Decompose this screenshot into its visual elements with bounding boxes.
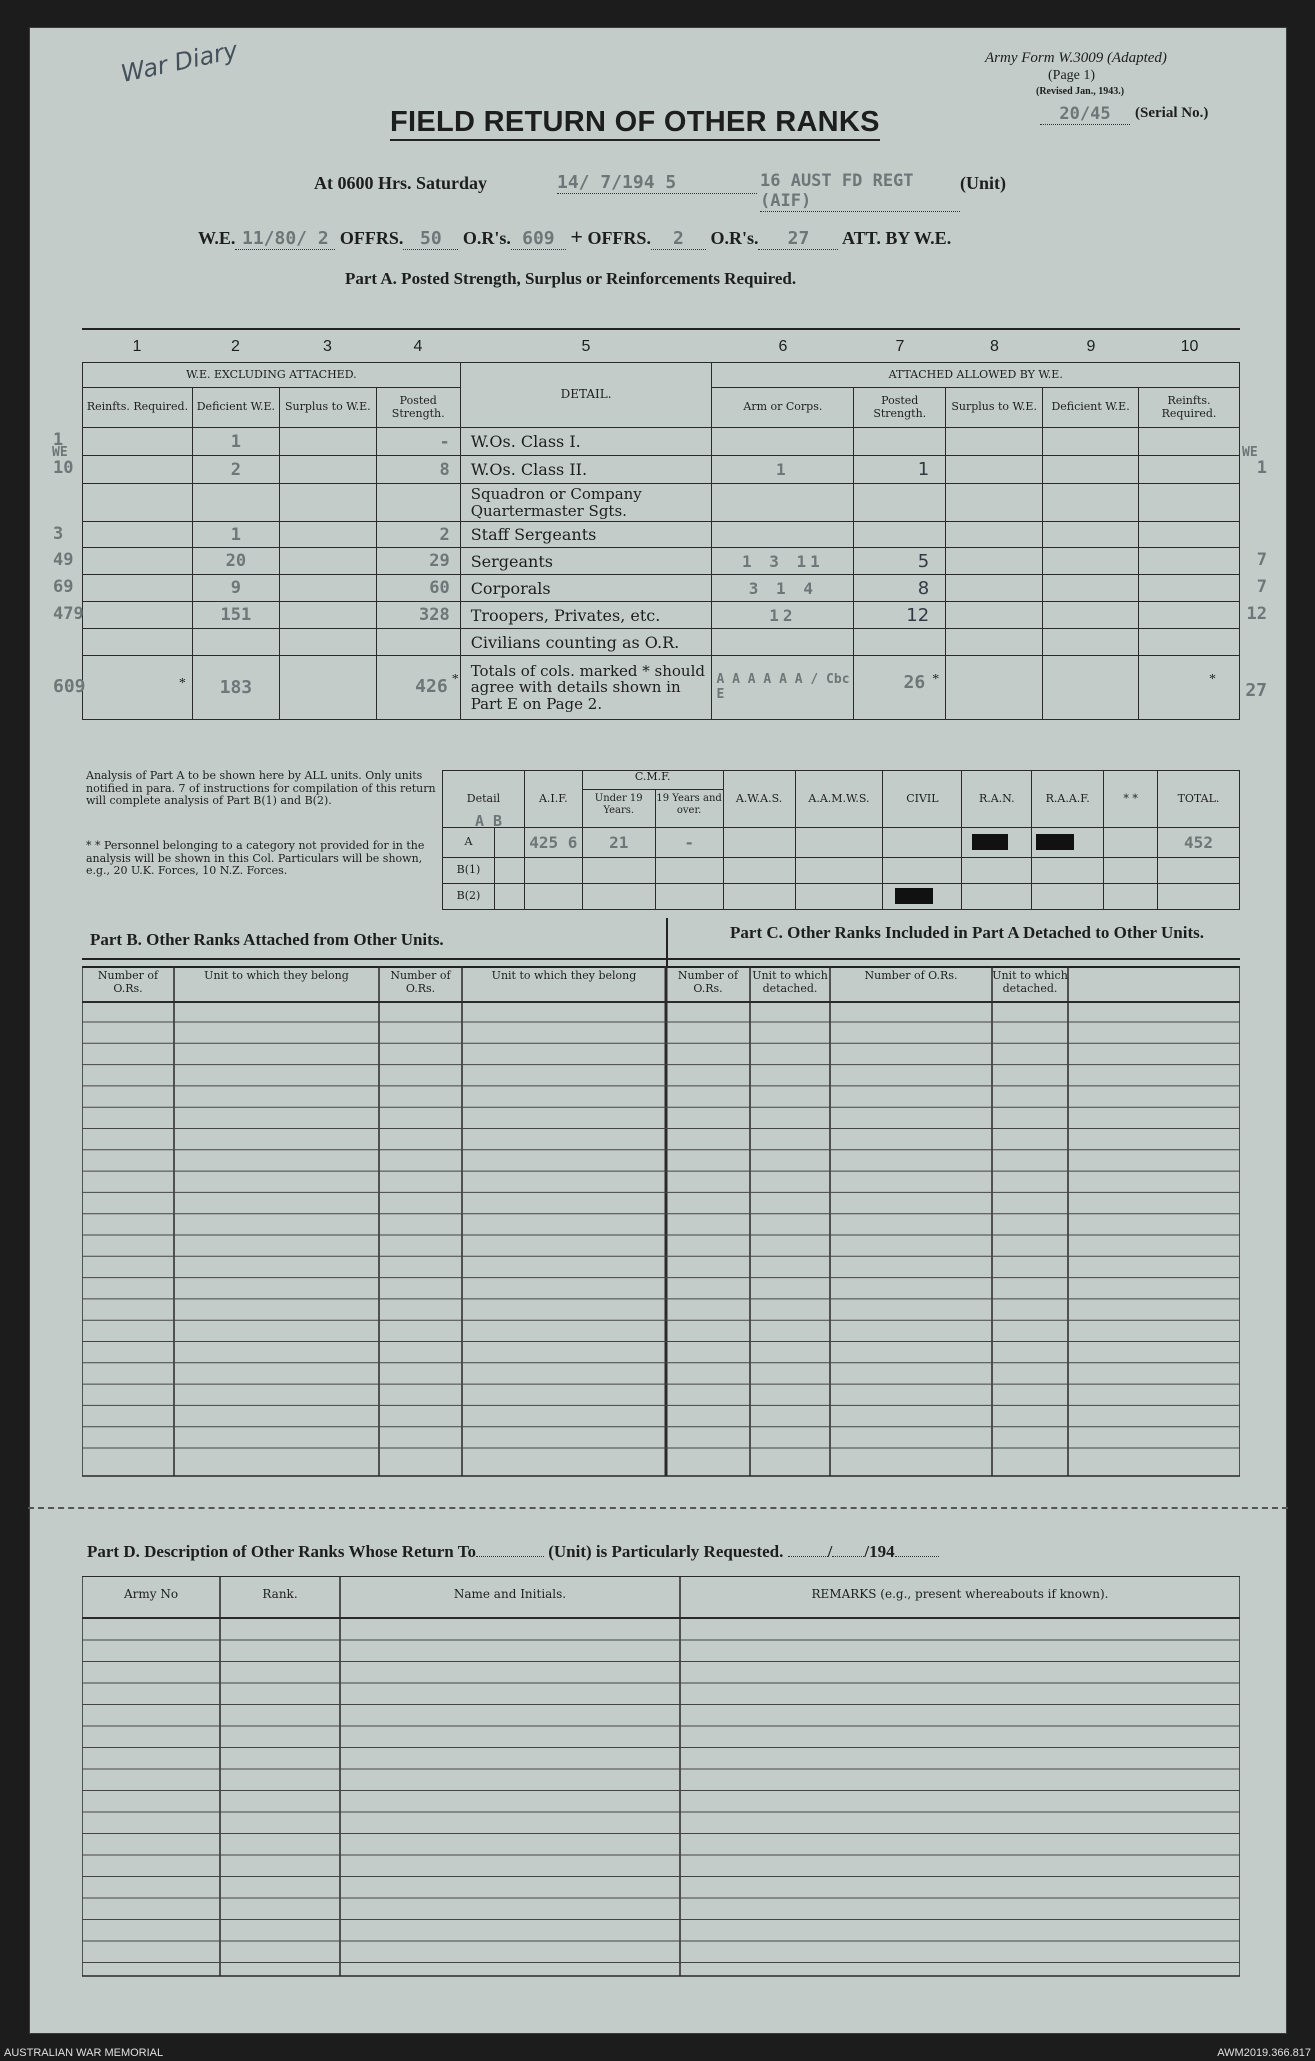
row-deficient: 2	[192, 456, 279, 484]
under19-value: 21	[582, 828, 655, 858]
ran-header: R.A.N.	[962, 771, 1032, 828]
row-deficient: 1	[192, 428, 279, 456]
serial-value: 20/45	[1040, 104, 1130, 125]
name-header: Name and Initials.	[453, 1587, 567, 1601]
column-number: 8	[990, 338, 999, 355]
analysis-row-a: A	[443, 828, 495, 858]
part-bc-topline	[82, 958, 1240, 960]
raaf-redaction	[1032, 828, 1104, 858]
column-number: 3	[323, 338, 332, 355]
totals-reinfts: * 27	[1139, 656, 1240, 720]
detail-row	[83, 428, 1240, 456]
column-number: 2	[231, 338, 240, 355]
column-number: 1	[132, 338, 142, 355]
row-arm-corps	[712, 484, 854, 522]
row-surplus	[279, 602, 376, 629]
row-surplus-att	[946, 602, 1043, 629]
detail-header: DETAIL.	[460, 363, 712, 428]
row-posted-att: 1	[854, 456, 946, 484]
row-reinfts-att	[1139, 484, 1240, 522]
row-reinfts-att	[1139, 629, 1240, 656]
totals-deficient: 183	[192, 656, 279, 720]
row-posted	[376, 484, 460, 522]
row-reinfts-att-value: 7	[1256, 550, 1267, 570]
unit-header: Unit to which detached.	[752, 969, 828, 995]
part-c-title: Part C. Other Ranks Included in Part A Detached to Other Units.	[730, 923, 1204, 942]
detail-row	[83, 629, 1240, 656]
row-posted-att	[854, 428, 946, 456]
row-detail: W.Os. Class I.	[460, 428, 712, 456]
num-header: Number of O.Rs.	[390, 969, 451, 995]
total-header: TOTAL.	[1158, 771, 1240, 828]
row-arm-corps	[712, 629, 854, 656]
part-d-title: Part D. Description of Other Ranks Whose Return To (Unit) is Particularly Requested. / /194	[87, 1542, 939, 1562]
unit-header: Unit to which they belong	[204, 969, 349, 982]
civil-header: CIVIL	[883, 771, 962, 828]
analysis-ab: A B	[475, 812, 503, 830]
civil-redaction	[883, 884, 962, 910]
row-surplus-att	[946, 428, 1043, 456]
form-title: FIELD RETURN OF OTHER RANKS	[390, 106, 880, 141]
arm-corps-header: Arm or Corps.	[712, 388, 854, 428]
column-number: 5	[581, 338, 591, 355]
detail-row	[83, 602, 1240, 629]
row-surplus	[279, 428, 376, 456]
we-margin-left: WE	[52, 445, 68, 460]
revised-label: (Revised Jan., 1943.)	[1036, 86, 1125, 97]
row-detail: W.Os. Class II.	[460, 456, 712, 484]
row-we-value: 1	[53, 430, 64, 450]
row-reinfts-att	[1139, 522, 1240, 548]
handwritten-note: War Diary	[118, 35, 241, 89]
at-label: At 0600 Hrs. Saturday	[314, 173, 488, 193]
we-line: W.E. 11/80/ 2 OFFRS. 50 O.R's. 609 + OFFRS. 2 O.R's. 27 ATT. BY W.E.	[198, 224, 952, 249]
row-detail: Corporals	[460, 575, 712, 602]
row-deficient-att	[1043, 522, 1139, 548]
row-arm-corps: 3 1 4	[712, 575, 854, 602]
row-reinfts	[53, 602, 193, 629]
detail-row	[83, 456, 1240, 484]
row-reinfts-att	[1139, 575, 1267, 602]
row-deficient: 151	[192, 602, 279, 629]
total-value: 452	[1158, 828, 1240, 858]
analysis-row-b1: B(1)	[443, 858, 495, 884]
army-no-header: Army No	[123, 1587, 179, 1601]
row-reinfts	[53, 575, 193, 602]
detail-row	[83, 484, 1240, 522]
row-deficient-att	[1043, 428, 1139, 456]
row-surplus	[279, 548, 376, 575]
row-we-value: 49	[53, 550, 74, 570]
row-surplus	[279, 484, 376, 522]
footer-right: AWM2019.366.817	[1217, 2047, 1311, 2059]
row-surplus-att	[946, 456, 1043, 484]
we-excluding-header: W.E. EXCLUDING ATTACHED.	[83, 363, 461, 388]
row-detail: Squadron or Company Quartermaster Sgts.	[460, 484, 712, 522]
row-we-value: 479	[53, 604, 84, 624]
row-posted: 29	[376, 548, 460, 575]
row-detail: Staff Sergeants	[460, 522, 712, 548]
row-reinfts	[83, 629, 193, 656]
row-reinfts-att-value: 7	[1256, 577, 1267, 597]
row-deficient: 9	[192, 575, 279, 602]
detail-row	[83, 548, 1240, 575]
row-surplus	[279, 575, 376, 602]
part-bc-divider	[666, 918, 668, 966]
row-arm-corps	[712, 428, 854, 456]
reinfts-att-header: Reinfts. Required.	[1139, 388, 1240, 428]
date-value: 14/ 7/194 5	[557, 172, 757, 194]
totals-posted: 426 *	[376, 656, 460, 720]
aif-header: A.I.F.	[524, 771, 582, 828]
row-posted-att: 5	[854, 548, 946, 575]
stars-header: * *	[1104, 771, 1158, 828]
part-b-title: Part B. Other Ranks Attached from Other Units.	[90, 930, 444, 949]
footer-left: AUSTRALIAN WAR MEMORIAL	[4, 2047, 164, 2059]
column-number: 10	[1180, 338, 1199, 355]
num-header: Number of O.Rs.	[97, 969, 159, 995]
analysis-note-2: * * Personnel belonging to a category not provided for in the analysis will be shown in this Col. Particulars will be shown, e.g., 20 U.K. Forces, 10 N.Z. Forces.	[86, 839, 425, 878]
totals-we: 609 *	[83, 656, 193, 720]
row-deficient: 20	[192, 548, 279, 575]
row-surplus-att	[946, 548, 1043, 575]
row-reinfts	[53, 548, 193, 575]
perforation-line	[28, 1507, 1288, 1509]
row-posted-att: 12	[854, 602, 946, 629]
row-posted: 60	[376, 575, 460, 602]
row-posted: 328	[376, 602, 460, 629]
row-we-value: 3	[53, 524, 64, 544]
row-reinfts-att	[1139, 548, 1267, 575]
army-form-label: Army Form W.3009 (Adapted)	[985, 50, 1167, 66]
row-deficient	[192, 484, 279, 522]
row-reinfts	[53, 522, 193, 548]
raaf-header: R.A.A.F.	[1032, 771, 1104, 828]
aamws-header: A.A.M.W.S.	[795, 771, 883, 828]
part-a-table	[53, 362, 1267, 720]
row-reinfts-att	[1139, 456, 1267, 484]
row-we-value: 10	[53, 458, 74, 478]
analysis-note: Analysis of Part A to be shown here by ALL units. Only units notified in para. 7 of instructions for compilation of this return will complete analysis of Part B(1) and B(2).	[86, 769, 436, 808]
row-deficient-att	[1043, 548, 1139, 575]
row-posted-att: 8	[854, 575, 946, 602]
row-surplus-att	[946, 522, 1043, 548]
row-we-value: 69	[53, 577, 74, 597]
cmf-header: C.M.F. Under 19 Years. 19 Years and over.	[582, 771, 723, 828]
part-a-title: Part A. Posted Strength, Surplus or Reinforcements Required.	[345, 269, 797, 288]
posted-att-header: Posted Strength.	[854, 388, 946, 428]
detail-row	[83, 575, 1240, 602]
detail-row	[83, 522, 1240, 548]
posted-header: Posted Strength.	[376, 388, 460, 428]
totals-row	[83, 656, 1240, 720]
row-arm-corps	[712, 522, 854, 548]
row-reinfts	[83, 484, 193, 522]
row-deficient-att	[1043, 629, 1139, 656]
row-surplus-att	[946, 575, 1043, 602]
column-numbers	[82, 338, 1240, 360]
row-surplus-att	[946, 629, 1043, 656]
unit-header: Unit to which they belong	[491, 969, 637, 982]
row-deficient-att	[1043, 602, 1139, 629]
row-reinfts-att	[1139, 428, 1240, 456]
column-number: 9	[1086, 338, 1096, 355]
row-reinfts	[53, 456, 193, 484]
row-deficient-att	[1043, 575, 1139, 602]
row-surplus	[279, 456, 376, 484]
unit-header: Unit to which detached.	[992, 969, 1068, 995]
row-posted-att	[854, 484, 946, 522]
row-surplus-att	[946, 484, 1043, 522]
row-posted-att	[854, 629, 946, 656]
remarks-header: REMARKS (e.g., present whereabouts if known).	[811, 1587, 1109, 1601]
unit-value: 16 AUST FD REGT (AIF)	[760, 172, 960, 212]
num-header: Number of O.Rs.	[677, 969, 739, 995]
totals-posted-att: 26 *	[854, 656, 946, 720]
column-number: 6	[778, 338, 788, 355]
row-posted: 8	[376, 456, 460, 484]
column-number: 7	[895, 338, 905, 355]
reinfts-header: Reinfts. Required.	[83, 388, 193, 428]
deficient-header: Deficient W.E.	[192, 388, 279, 428]
row-arm-corps: 12	[712, 602, 854, 629]
surplus-att-header: Surplus to W.E.	[946, 388, 1043, 428]
page-label: (Page 1)	[1048, 68, 1096, 83]
analysis-row-b2: B(2)	[443, 884, 495, 910]
row-arm-corps: 1	[712, 456, 854, 484]
we-margin-right: WE	[1242, 445, 1258, 460]
row-surplus	[279, 522, 376, 548]
row-detail: Troopers, Privates, etc.	[460, 602, 712, 629]
analysis-detail-header: Detail	[443, 771, 525, 828]
row-posted: -	[376, 428, 460, 456]
row-posted: 2	[376, 522, 460, 548]
row-reinfts-att-value: 12	[1246, 604, 1267, 624]
part-d-table	[82, 1576, 1240, 1986]
deficient-att-header: Deficient W.E.	[1043, 388, 1139, 428]
row-deficient	[192, 629, 279, 656]
row-arm-corps: 1 3 11	[712, 548, 854, 575]
row-detail: Sergeants	[460, 548, 712, 575]
row-deficient-att	[1043, 456, 1139, 484]
part-a-topline	[82, 328, 1240, 330]
totals-arm: A A A A A A / Cbc E	[712, 656, 854, 720]
analysis-table	[442, 770, 1240, 910]
column-number: 4	[413, 338, 423, 355]
aif-value: 425 6	[524, 828, 582, 858]
surplus-header: Surplus to W.E.	[279, 388, 376, 428]
form-page	[30, 28, 1286, 2033]
rank-header: Rank.	[262, 1587, 298, 1601]
serial-label: (Serial No.)	[1135, 105, 1209, 121]
row-reinfts-att	[1139, 602, 1267, 629]
row-posted	[376, 629, 460, 656]
part-bc-table	[82, 966, 1240, 1506]
ran-redaction	[962, 828, 1032, 858]
unit-label: (Unit)	[960, 173, 1006, 193]
attached-header: ATTACHED ALLOWED BY W.E.	[712, 363, 1240, 388]
row-detail: Civilians counting as O.R.	[460, 629, 712, 656]
num-header: Number of O.Rs.	[864, 969, 958, 982]
row-posted-att	[854, 522, 946, 548]
awas-header: A.W.A.S.	[723, 771, 795, 828]
row-deficient: 1	[192, 522, 279, 548]
row-reinfts-att-value: 1	[1256, 458, 1267, 478]
row-deficient-att	[1043, 484, 1139, 522]
row-surplus	[279, 629, 376, 656]
over19-value: -	[655, 828, 723, 858]
totals-detail: Totals of cols. marked * should agree with details shown in Part E on Page 2.	[460, 656, 712, 720]
